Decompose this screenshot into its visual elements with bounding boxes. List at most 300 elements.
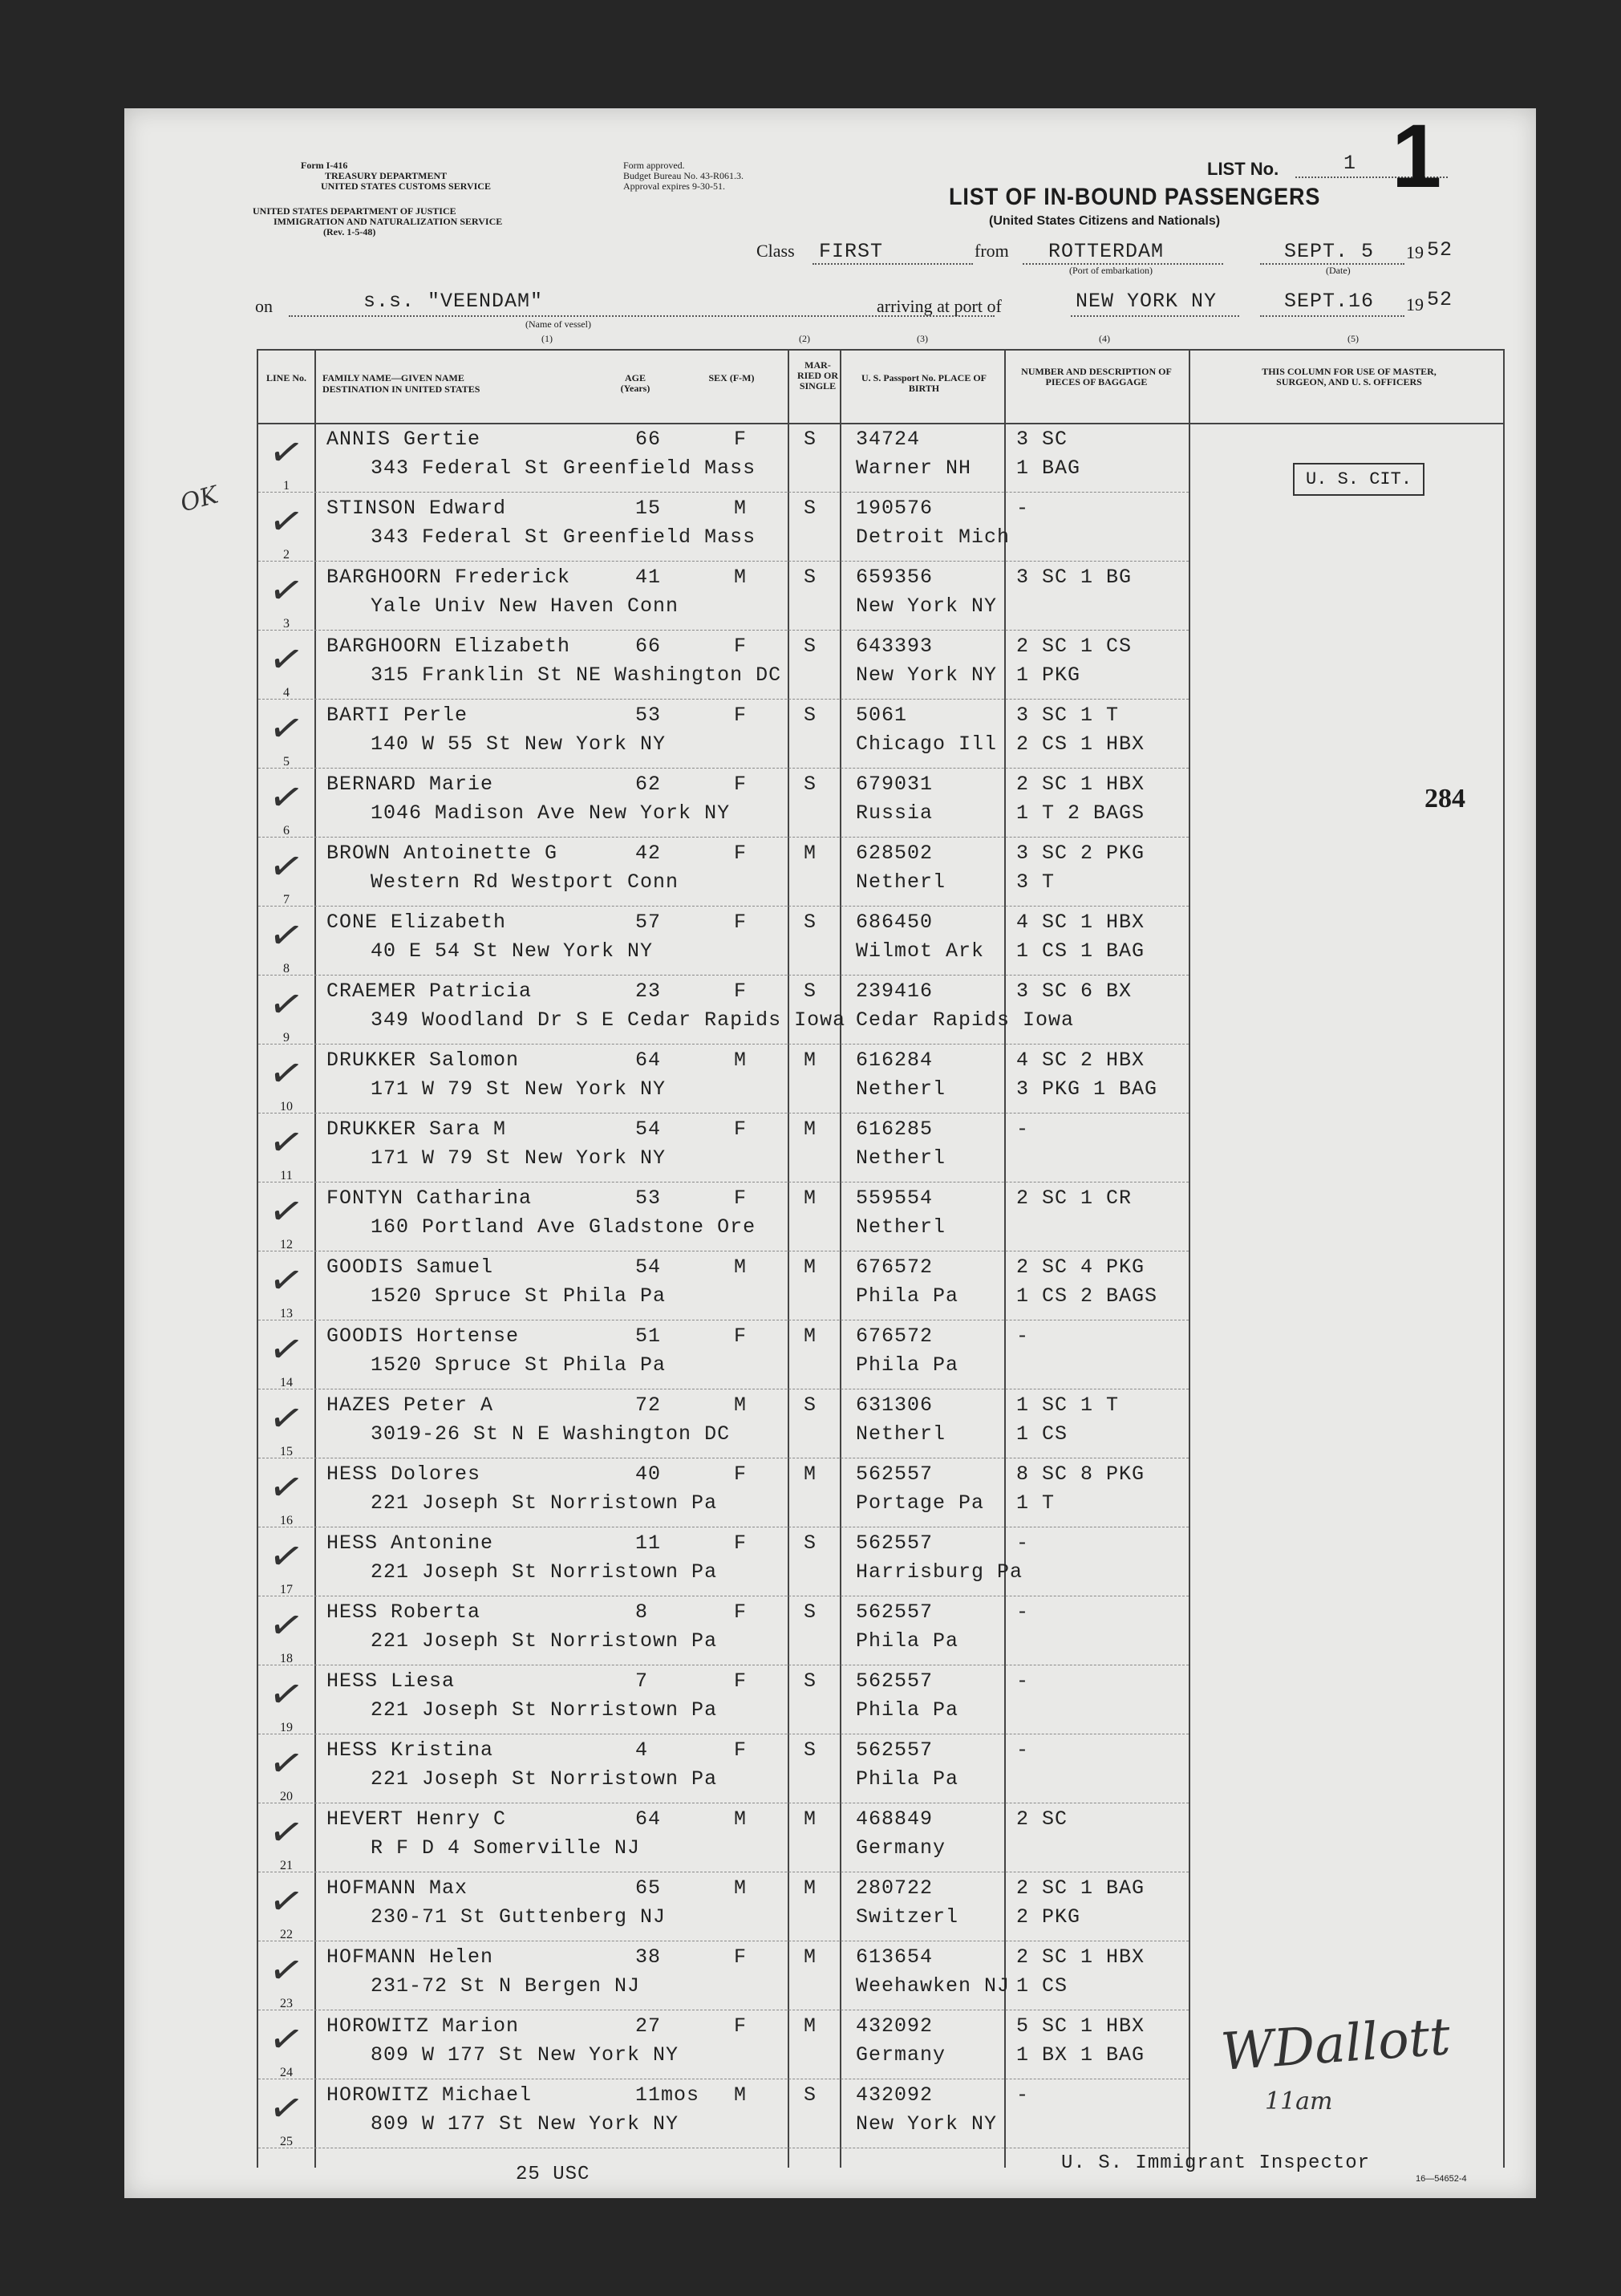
pencil-check-mark: ✓ <box>265 1323 308 1376</box>
baggage-line-2: 1 T <box>1016 1491 1056 1515</box>
vessel-caption: (Name of vessel) <box>525 318 591 330</box>
passenger-sex: F <box>734 635 748 658</box>
passenger-name: BARGHOORN Frederick <box>326 566 571 589</box>
column-number-5: (5) <box>1347 333 1359 344</box>
passenger-name: HESS Roberta <box>326 1600 481 1624</box>
passport-number: 5061 <box>856 704 908 727</box>
passenger-sex: M <box>734 1393 748 1417</box>
pencil-check-mark: ✓ <box>265 978 308 1031</box>
baggage-line-2: 1 CS 1 BAG <box>1016 939 1145 963</box>
form-number: Form I-416 <box>301 160 348 171</box>
passenger-sex: F <box>734 1669 748 1693</box>
inspector-label: U. S. Immigrant Inspector <box>1061 2152 1371 2174</box>
baggage-line-1: 8 SC 8 PKG <box>1016 1462 1145 1486</box>
passport-number: 628502 <box>856 842 934 865</box>
arrival-date: SEPT.16 <box>1284 290 1375 313</box>
baggage-line-1: 5 SC 1 HBX <box>1016 2014 1145 2038</box>
pencil-check-mark: ✓ <box>265 1254 308 1307</box>
approval-line: Budget Bureau No. 43-R061.3. <box>623 170 744 181</box>
table-row <box>258 1734 1503 1801</box>
marital-status: S <box>804 1738 817 1762</box>
passport-number: 659356 <box>856 566 934 589</box>
table-row <box>258 975 1503 1045</box>
passenger-age: 7 <box>635 1669 649 1693</box>
baggage-line-1: 1 SC 1 T <box>1016 1393 1120 1417</box>
line-number: 1 <box>283 479 290 493</box>
table-row <box>258 1113 1503 1180</box>
baggage-line-1: - <box>1016 497 1030 520</box>
place-of-birth: Weehawken NJ <box>856 1974 1011 1998</box>
marital-status: S <box>804 635 817 658</box>
passenger-sex: F <box>734 911 748 934</box>
pencil-check-mark: ✓ <box>265 1461 308 1514</box>
dept-ins: IMMIGRATION AND NATURALIZATION SERVICE <box>274 216 503 227</box>
column-number-3: (3) <box>917 333 928 344</box>
form-subtitle: (United States Citizens and Nationals) <box>989 214 1221 228</box>
table-row <box>258 1389 1503 1456</box>
line-number: 25 <box>280 2135 293 2148</box>
baggage-line-1: 2 SC 1 HBX <box>1016 1945 1145 1969</box>
passenger-destination: 809 W 177 St New York NY <box>371 2043 679 2067</box>
line-number: 18 <box>280 1652 293 1665</box>
pencil-check-mark: ✓ <box>265 1944 308 1997</box>
passenger-name: HOFMANN Max <box>326 1876 468 1900</box>
passenger-age: 64 <box>635 1807 662 1831</box>
place-of-birth: Phila Pa <box>856 1767 959 1791</box>
arrival-date-underline <box>1260 315 1404 317</box>
passenger-name: HESS Kristina <box>326 1738 494 1762</box>
passenger-name: BROWN Antoinette G <box>326 842 558 865</box>
table-row <box>258 1182 1503 1249</box>
pencil-check-mark: ✓ <box>265 1668 308 1721</box>
baggage-line-2: 1 CS <box>1016 1974 1068 1998</box>
baggage-line-1: 2 SC <box>1016 1807 1068 1831</box>
passenger-destination: 221 Joseph St Norristown Pa <box>371 1629 718 1653</box>
marital-status: M <box>804 1324 817 1348</box>
pencil-check-mark: ✓ <box>265 702 308 755</box>
passenger-sex: F <box>734 1118 748 1141</box>
col-header-officers: THIS COLUMN FOR USE OF MASTER, SURGEON, AND U. S. OFFICERS <box>1262 366 1437 387</box>
passenger-name: CONE Elizabeth <box>326 911 507 934</box>
passenger-name: HEVERT Henry C <box>326 1807 507 1831</box>
port-embarkation: ROTTERDAM <box>1048 240 1165 263</box>
form-revision: (Rev. 1-5-48) <box>323 226 376 237</box>
passenger-age: 11 <box>635 1531 662 1555</box>
baggage-line-1: - <box>1016 1738 1030 1762</box>
departure-date: SEPT. 5 <box>1284 240 1375 263</box>
baggage-line-2: 3 T <box>1016 870 1056 894</box>
column-number-2: (2) <box>799 333 810 344</box>
passenger-age: 54 <box>635 1118 662 1141</box>
baggage-line-1: 2 SC 1 BAG <box>1016 1876 1145 1900</box>
pencil-check-mark: ✓ <box>265 1806 308 1859</box>
passenger-destination: 221 Joseph St Norristown Pa <box>371 1698 718 1722</box>
passenger-sex: F <box>734 1462 748 1486</box>
passenger-age: 65 <box>635 1876 662 1900</box>
passenger-destination: 230-71 St Guttenberg NJ <box>371 1905 667 1929</box>
class-value: FIRST <box>819 240 884 263</box>
line-number: 23 <box>280 1997 293 2010</box>
line-number: 20 <box>280 1790 293 1803</box>
arrival-port: NEW YORK NY <box>1076 290 1218 313</box>
place-of-birth: Phila Pa <box>856 1284 959 1308</box>
place-of-birth: Netherl <box>856 1077 946 1101</box>
passport-number: 190576 <box>856 497 934 520</box>
passenger-name: ANNIS Gertie <box>326 428 481 451</box>
dept-customs: UNITED STATES CUSTOMS SERVICE <box>321 181 491 192</box>
passenger-destination: 1520 Spruce St Phila Pa <box>371 1284 667 1308</box>
passenger-name: GOODIS Hortense <box>326 1324 520 1348</box>
table-row <box>258 1320 1503 1387</box>
place-of-birth: New York NY <box>856 2112 998 2136</box>
pencil-check-mark: ✓ <box>265 909 308 962</box>
marital-status: S <box>804 1531 817 1555</box>
table-row <box>258 630 1503 700</box>
passenger-name: HAZES Peter A <box>326 1393 494 1417</box>
passenger-age: 54 <box>635 1255 662 1279</box>
passenger-destination: Western Rd Westport Conn <box>371 870 679 894</box>
passenger-name: HESS Dolores <box>326 1462 481 1486</box>
passenger-destination: 221 Joseph St Norristown Pa <box>371 1560 718 1584</box>
baggage-line-1: 3 SC 6 BX <box>1016 980 1133 1003</box>
marital-status: S <box>804 1600 817 1624</box>
passport-number: 34724 <box>856 428 921 451</box>
passport-number: 468849 <box>856 1807 934 1831</box>
place-of-birth: Netherl <box>856 1215 946 1239</box>
marital-status: S <box>804 911 817 934</box>
marital-status: M <box>804 1118 817 1141</box>
passenger-age: 38 <box>635 1945 662 1969</box>
passenger-name: HOROWITZ Marion <box>326 2014 520 2038</box>
passenger-destination: 221 Joseph St Norristown Pa <box>371 1491 718 1515</box>
passenger-age: 42 <box>635 842 662 865</box>
baggage-line-1: 2 SC 1 HBX <box>1016 773 1145 796</box>
margin-pencil-note: OK <box>177 481 221 518</box>
column-number-4: (4) <box>1099 333 1110 344</box>
place-of-birth: Netherl <box>856 1422 946 1446</box>
passenger-name: FONTYN Catharina <box>326 1187 533 1210</box>
baggage-line-1: - <box>1016 1118 1030 1141</box>
place-of-birth: Portage Pa <box>856 1491 985 1515</box>
table-row <box>258 1596 1503 1663</box>
pencil-check-mark: ✓ <box>265 1875 308 1928</box>
passenger-destination: R F D 4 Somerville NJ <box>371 1836 641 1860</box>
passport-number: 562557 <box>856 1738 934 1762</box>
passenger-destination: 1520 Spruce St Phila Pa <box>371 1353 667 1377</box>
col-header-destination: DESTINATION IN UNITED STATES <box>322 383 480 395</box>
line-number: 3 <box>283 617 290 631</box>
baggage-line-2: 1 BAG <box>1016 456 1081 480</box>
on-label: on <box>255 296 273 316</box>
pencil-check-mark: ✓ <box>265 840 308 893</box>
pencil-check-mark: ✓ <box>265 495 308 548</box>
marital-status: M <box>804 1807 817 1831</box>
place-of-birth: Germany <box>856 2043 946 2067</box>
passenger-destination: 349 Woodland Dr S E Cedar Rapids Iowa <box>371 1008 846 1032</box>
passenger-sex: M <box>734 1876 748 1900</box>
table-row <box>258 699 1503 769</box>
passenger-age: 23 <box>635 980 662 1003</box>
passenger-sex: F <box>734 1600 748 1624</box>
marital-status: M <box>804 1187 817 1210</box>
passenger-name: HESS Antonine <box>326 1531 494 1555</box>
passenger-name: CRAEMER Patricia <box>326 980 533 1003</box>
passenger-sex: F <box>734 1324 748 1348</box>
table-row <box>258 1941 1503 2008</box>
marital-status: M <box>804 1945 817 1969</box>
year-prefix: 19 <box>1406 242 1424 262</box>
marital-status: S <box>804 980 817 1003</box>
passenger-sex: F <box>734 1531 748 1555</box>
passenger-name: GOODIS Samuel <box>326 1255 494 1279</box>
passenger-age: 8 <box>635 1600 649 1624</box>
date-caption: (Date) <box>1326 265 1351 276</box>
signature-note: 11am <box>1265 2087 1333 2115</box>
list-number: 1 <box>1343 152 1357 175</box>
passport-number: 559554 <box>856 1187 934 1210</box>
marital-status: S <box>804 704 817 727</box>
baggage-line-2: 2 CS 1 HBX <box>1016 732 1145 756</box>
table-row <box>258 906 1503 976</box>
line-number: 13 <box>280 1307 293 1320</box>
passport-number: 679031 <box>856 773 934 796</box>
passenger-age: 15 <box>635 497 662 520</box>
passenger-destination: 171 W 79 St New York NY <box>371 1146 667 1170</box>
passenger-destination: 343 Federal St Greenfield Mass <box>371 525 756 549</box>
col-header-married: MAR-RIED OR SINGLE <box>796 359 838 391</box>
passenger-destination: 231-72 St N Bergen NJ <box>371 1974 641 1998</box>
baggage-line-2: 1 BX 1 BAG <box>1016 2043 1145 2067</box>
marital-status: S <box>804 566 817 589</box>
line-number: 17 <box>280 1583 293 1596</box>
pencil-check-mark: ✓ <box>265 771 308 824</box>
passenger-destination: 809 W 177 St New York NY <box>371 2112 679 2136</box>
marital-status: S <box>804 1669 817 1693</box>
dept-treasury: TREASURY DEPARTMENT <box>325 170 448 181</box>
passenger-age: 66 <box>635 428 662 451</box>
passenger-name: HOFMANN Helen <box>326 1945 494 1969</box>
place-of-birth: Harrisburg Pa <box>856 1560 1023 1584</box>
vessel-name: s.s. "VEENDAM" <box>363 290 544 313</box>
baggage-line-2: 3 PKG 1 BAG <box>1016 1077 1158 1101</box>
baggage-line-1: 2 SC 1 CS <box>1016 635 1133 658</box>
passenger-sex: F <box>734 1187 748 1210</box>
passenger-destination: 3019-26 St N E Washington DC <box>371 1422 731 1446</box>
passenger-sex: M <box>734 1255 748 1279</box>
place-of-birth: Netherl <box>856 1146 946 1170</box>
table-row <box>258 1527 1503 1594</box>
col-header-passport: U. S. Passport No. PLACE OF BIRTH <box>861 372 987 394</box>
passenger-destination: 315 Franklin St NE Washington DC <box>371 663 782 687</box>
baggage-line-1: - <box>1016 1669 1030 1693</box>
passenger-age: 64 <box>635 1049 662 1072</box>
passport-number: 562557 <box>856 1531 934 1555</box>
passport-number: 643393 <box>856 635 934 658</box>
pencil-check-mark: ✓ <box>265 426 308 479</box>
baggage-line-1: - <box>1016 2083 1030 2107</box>
place-of-birth: Phila Pa <box>856 1698 959 1722</box>
passenger-name: STINSON Edward <box>326 497 507 520</box>
place-of-birth: Wilmot Ark <box>856 939 985 963</box>
passport-number: 686450 <box>856 911 934 934</box>
line-number: 16 <box>280 1514 293 1527</box>
from-label: from <box>975 241 1009 261</box>
place-of-birth: Phila Pa <box>856 1353 959 1377</box>
passenger-sex: F <box>734 1945 748 1969</box>
baggage-line-2: 1 CS <box>1016 1422 1068 1446</box>
passport-number: 432092 <box>856 2014 934 2038</box>
place-of-birth: Netherl <box>856 870 946 894</box>
marital-status: S <box>804 1393 817 1417</box>
baggage-line-1: - <box>1016 1324 1030 1348</box>
passenger-destination: 160 Portland Ave Gladstone Ore <box>371 1215 756 1239</box>
line-number: 6 <box>283 824 290 838</box>
line-number: 22 <box>280 1928 293 1941</box>
col-header-age: AGE (Years) <box>620 372 650 394</box>
baggage-line-1: 2 SC 1 CR <box>1016 1187 1133 1210</box>
passport-number: 432092 <box>856 2083 934 2107</box>
passenger-age: 4 <box>635 1738 649 1762</box>
column-number-1: (1) <box>541 333 553 344</box>
passenger-sex: M <box>734 566 748 589</box>
marital-status: M <box>804 1255 817 1279</box>
line-number: 9 <box>283 1031 290 1045</box>
col-header-name: FAMILY NAME—GIVEN NAME <box>322 372 464 383</box>
passport-number: 631306 <box>856 1393 934 1417</box>
line-number: 5 <box>283 755 290 769</box>
passenger-age: 27 <box>635 2014 662 2038</box>
passenger-name: BARTI Perle <box>326 704 468 727</box>
passenger-name: HOROWITZ Michael <box>326 2083 533 2107</box>
line-number: 12 <box>280 1238 293 1251</box>
approval-line: Form approved. <box>623 160 685 171</box>
baggage-line-2: 1 CS 2 BAGS <box>1016 1284 1158 1308</box>
passport-number: 280722 <box>856 1876 934 1900</box>
passenger-destination: 343 Federal St Greenfield Mass <box>371 456 756 480</box>
pencil-check-mark: ✓ <box>265 1737 308 1790</box>
baggage-line-2: 1 T 2 BAGS <box>1016 801 1145 825</box>
passenger-sex: F <box>734 704 748 727</box>
line-number: 10 <box>280 1100 293 1114</box>
passenger-age: 51 <box>635 1324 662 1348</box>
passenger-sex: F <box>734 2014 748 2038</box>
passenger-sex: F <box>734 980 748 1003</box>
place-of-birth: Cedar Rapids Iowa <box>856 1008 1075 1032</box>
pencil-check-mark: ✓ <box>265 1392 308 1445</box>
form-print-code: 16—54652-4 <box>1416 2174 1467 2184</box>
pencil-check-mark: ✓ <box>265 1047 308 1100</box>
passenger-age: 41 <box>635 566 662 589</box>
marital-status: S <box>804 428 817 451</box>
baggage-line-2: 1 PKG <box>1016 663 1081 687</box>
passenger-sex: F <box>734 1738 748 1762</box>
table-row <box>258 492 1503 562</box>
arriving-label: arriving at port of <box>877 296 1002 316</box>
usc-total: 25 USC <box>516 2164 590 2185</box>
passport-number: 616284 <box>856 1049 934 1072</box>
passenger-destination: 1046 Madison Ave New York NY <box>371 801 731 825</box>
passenger-sex: F <box>734 773 748 796</box>
baggage-line-1: 4 SC 2 HBX <box>1016 1049 1145 1072</box>
dept-justice: UNITED STATES DEPARTMENT OF JUSTICE <box>253 205 456 217</box>
baggage-line-1: 3 SC 1 BG <box>1016 566 1133 589</box>
place-of-birth: Russia <box>856 801 934 825</box>
pencil-check-mark: ✓ <box>265 1116 308 1169</box>
baggage-line-1: - <box>1016 1531 1030 1555</box>
list-number-stamp: 1 <box>1392 106 1442 206</box>
pencil-check-mark: ✓ <box>265 2013 308 2066</box>
form-title: LIST OF IN-BOUND PASSENGERS <box>949 184 1321 210</box>
margin-number: 284 <box>1424 784 1465 813</box>
passport-number: 239416 <box>856 980 934 1003</box>
line-number: 4 <box>283 686 290 700</box>
table-row <box>258 768 1503 838</box>
place-of-birth: Detroit Mich <box>856 525 1011 549</box>
baggage-line-1: 3 SC <box>1016 428 1068 451</box>
arrival-year-prefix: 19 <box>1406 294 1424 314</box>
marital-status: S <box>804 773 817 796</box>
baggage-line-1: 3 SC 2 PKG <box>1016 842 1145 865</box>
place-of-birth: New York NY <box>856 594 998 618</box>
class-label: Class <box>756 241 795 261</box>
passenger-sex: M <box>734 497 748 520</box>
marital-status: M <box>804 842 817 865</box>
passenger-destination: Yale Univ New Haven Conn <box>371 594 679 618</box>
passenger-name: DRUKKER Salomon <box>326 1049 520 1072</box>
passenger-destination: 140 W 55 St New York NY <box>371 732 667 756</box>
inspector-signature: WDallott <box>1218 2007 1453 2083</box>
baggage-line-1: 2 SC 4 PKG <box>1016 1255 1145 1279</box>
table-row <box>258 1803 1503 1870</box>
passenger-age: 66 <box>635 635 662 658</box>
passenger-destination: 221 Joseph St Norristown Pa <box>371 1767 718 1791</box>
table-row <box>258 1872 1503 1939</box>
line-number: 19 <box>280 1721 293 1734</box>
passport-number: 562557 <box>856 1600 934 1624</box>
line-number: 11 <box>280 1169 293 1182</box>
passenger-sex: M <box>734 1807 748 1831</box>
pencil-check-mark: ✓ <box>265 1185 308 1238</box>
line-number: 21 <box>280 1859 293 1872</box>
pencil-check-mark: ✓ <box>265 1530 308 1583</box>
line-number: 7 <box>283 893 290 907</box>
place-of-birth: Switzerl <box>856 1905 959 1929</box>
baggage-line-1: 3 SC 1 T <box>1016 704 1120 727</box>
marital-status: S <box>804 2083 817 2107</box>
passenger-sex: F <box>734 428 748 451</box>
passenger-age: 72 <box>635 1393 662 1417</box>
passport-number: 562557 <box>856 1462 934 1486</box>
marital-status: M <box>804 2014 817 2038</box>
marital-status: M <box>804 1049 817 1072</box>
departure-year: 52 <box>1427 238 1453 262</box>
baggage-line-2: 2 PKG <box>1016 1905 1081 1929</box>
passenger-destination: 40 E 54 St New York NY <box>371 939 654 963</box>
passenger-name: BARGHOORN Elizabeth <box>326 635 571 658</box>
table-row <box>258 1251 1503 1318</box>
passenger-age: 53 <box>635 704 662 727</box>
approval-line: Approval expires 9-30-51. <box>623 181 725 192</box>
marital-status: M <box>804 1876 817 1900</box>
passenger-age: 53 <box>635 1187 662 1210</box>
place-of-birth: Phila Pa <box>856 1629 959 1653</box>
passenger-age: 40 <box>635 1462 662 1486</box>
baggage-line-1: - <box>1016 1600 1030 1624</box>
passport-number: 613654 <box>856 1945 934 1969</box>
place-of-birth: New York NY <box>856 663 998 687</box>
passenger-sex: M <box>734 1049 748 1072</box>
passenger-age: 57 <box>635 911 662 934</box>
